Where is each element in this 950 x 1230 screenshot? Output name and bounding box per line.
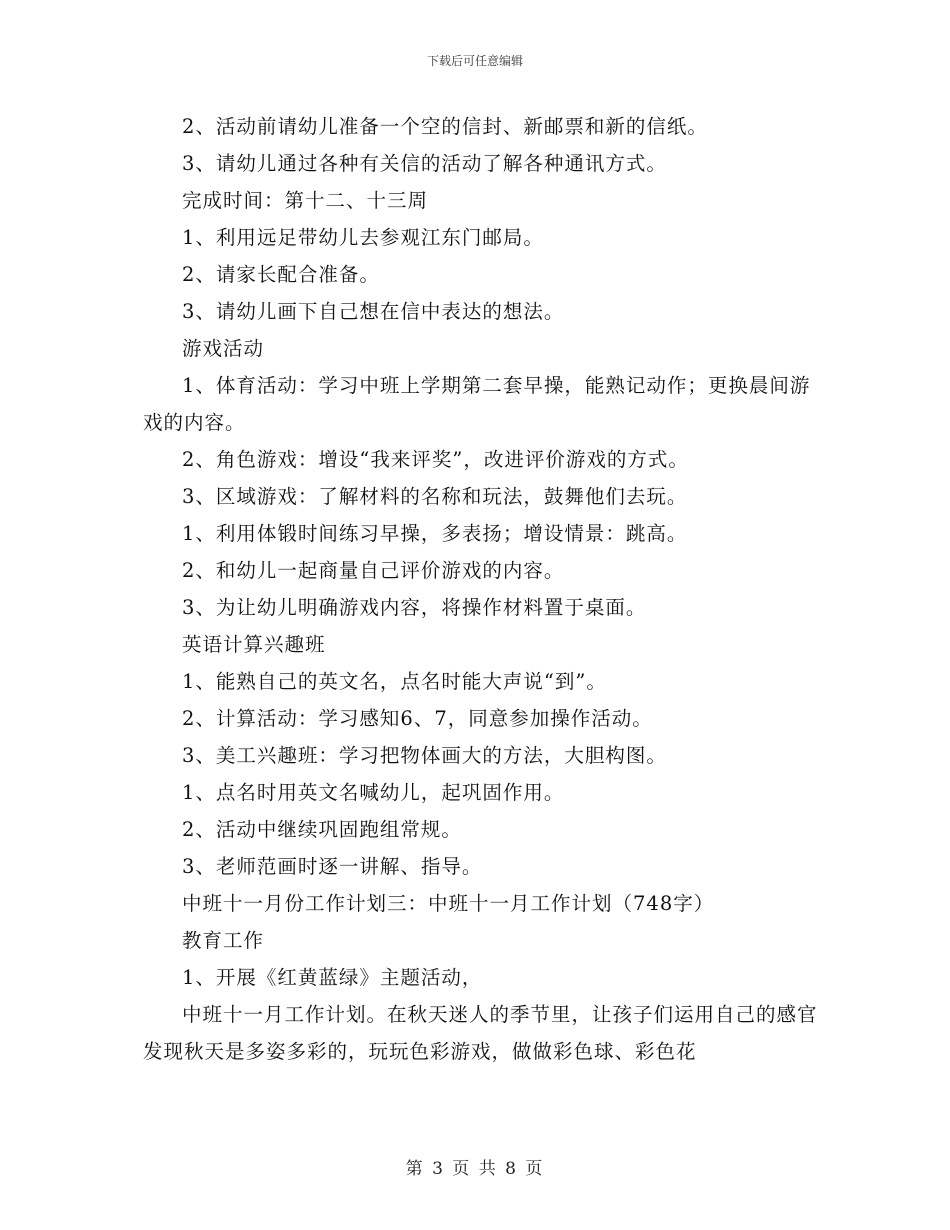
section-heading: 英语计算兴趣班 xyxy=(182,633,326,656)
paragraph: 2、活动前请幼儿准备一个空的信封、新邮票和新的信纸。 xyxy=(182,115,708,138)
paragraph: 3、老师范画时逐一讲解、指导。 xyxy=(182,855,483,878)
paragraph: 2、活动中继续巩固跑组常规。 xyxy=(182,818,462,841)
paragraph: 3、区域游戏：了解材料的名称和玩法，鼓舞他们去玩。 xyxy=(182,485,688,508)
paragraph: 1、开展《红黄蓝绿》主题活动， xyxy=(182,966,483,989)
paragraph: 3、美工兴趣班：学习把物体画大的方法，大胆构图。 xyxy=(182,744,667,767)
paragraph: 中班十一月工作计划。在秋天迷人的季节里，让孩子们运用自己的感官发现秋天是多姿多彩的，玩玩色彩游戏，做做彩色球、彩色花 xyxy=(143,1003,818,1063)
paragraph: 3、请幼儿通过各种有关信的活动了解各种通讯方式。 xyxy=(182,152,667,175)
paragraph: 3、为让幼儿明确游戏内容，将操作材料置于桌面。 xyxy=(182,596,647,619)
section-heading: 游戏活动 xyxy=(182,337,265,360)
page-header: 下载后可任意编辑 xyxy=(426,54,523,68)
page-footer: 第 3 页 共 8 页 xyxy=(405,1159,545,1179)
paragraph: 1、能熟自己的英文名，点名时能大声说“到”。 xyxy=(182,670,607,693)
paragraph: 完成时间：第十二、十三周 xyxy=(182,189,429,212)
paragraph: 2、和幼儿一起商量自己评价游戏的内容。 xyxy=(182,559,565,582)
document-body xyxy=(143,108,823,1070)
paragraph: 2、请家长配合准备。 xyxy=(182,263,380,286)
paragraph: 3、请幼儿画下自己想在信中表达的想法。 xyxy=(182,300,565,323)
section-heading: 中班十一月份工作计划三：中班十一月工作计划（748字） xyxy=(182,892,715,915)
section-heading: 教育工作 xyxy=(182,929,265,952)
paragraph: 1、体育活动：学习中班上学期第二套早操，能熟记动作；更换晨间游戏的内容。 xyxy=(143,374,811,434)
paragraph: 2、角色游戏：增设“我来评奖”，改进评价游戏的方式。 xyxy=(182,448,689,471)
paragraph: 1、点名时用英文名喊幼儿，起巩固作用。 xyxy=(182,781,565,804)
paragraph: 2、计算活动：学习感知6、7，同意参加操作活动。 xyxy=(182,707,653,730)
paragraph: 1、利用远足带幼儿去参观江东门邮局。 xyxy=(182,226,544,249)
paragraph: 1、利用体锻时间练习早操，多表扬；增设情景：跳高。 xyxy=(182,522,688,545)
